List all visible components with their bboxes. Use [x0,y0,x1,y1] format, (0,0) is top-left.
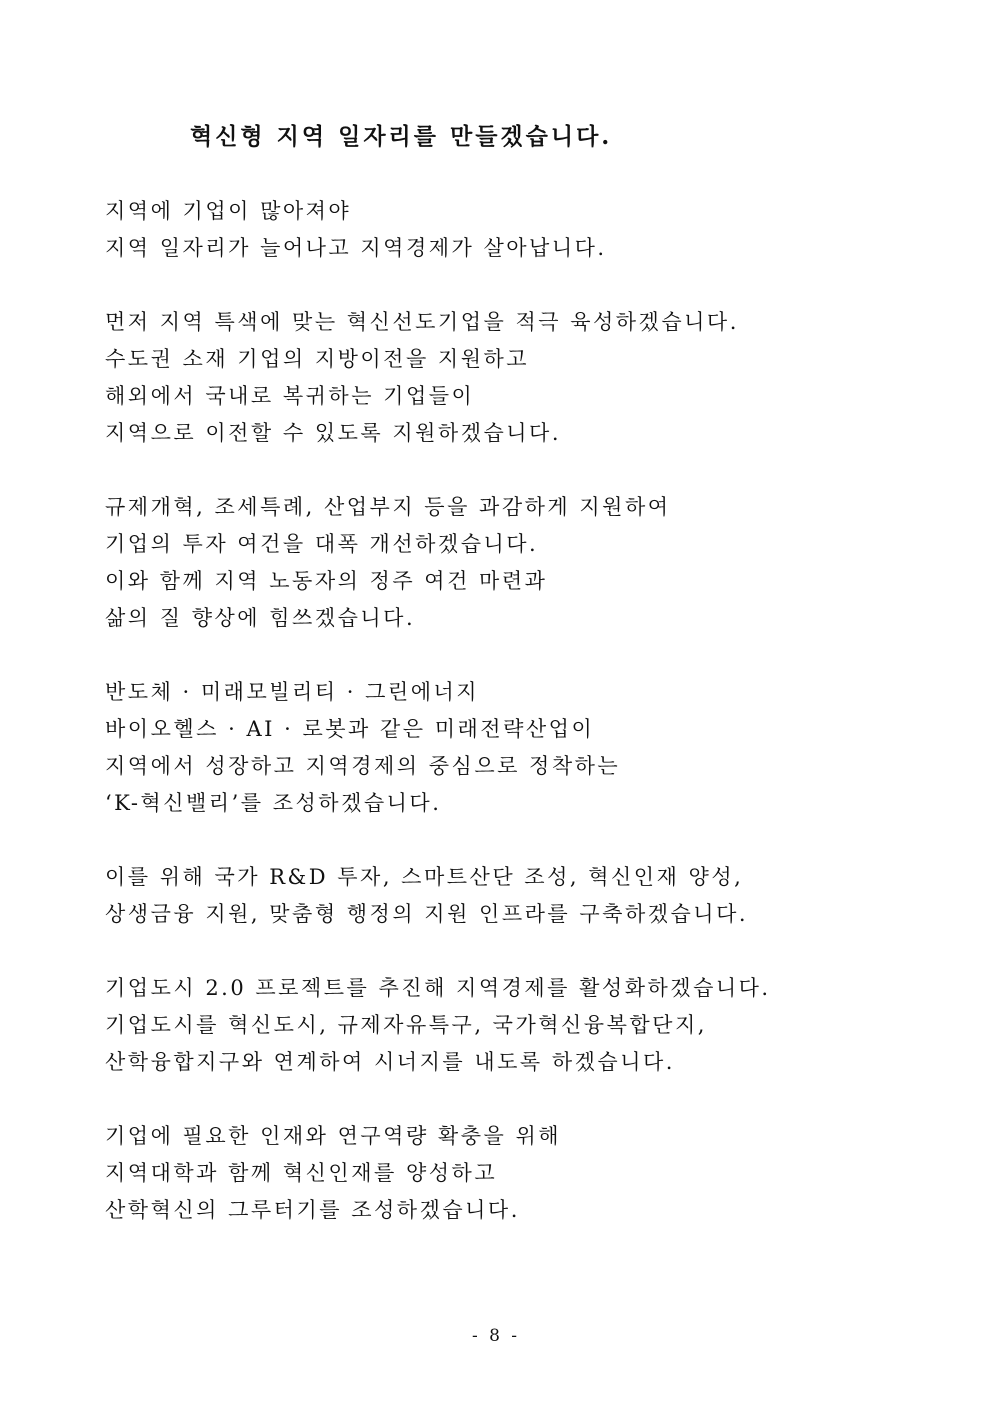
text-line: 지역대학과 함께 혁신인재를 양성하고 [105,1161,498,1185]
paragraph [105,859,905,933]
text-line: 산학융합지구와 연계하여 시너지를 내도록 하겠습니다. [105,1050,675,1074]
page-number: - 8 - [471,1326,521,1346]
text-line: 해외에서 국내로 복귀하는 기업들이 [105,384,475,408]
paragraph [105,193,905,267]
text-line: 산학혁신의 그루터기를 조성하겠습니다. [105,1198,520,1222]
text-line: 이와 함께 지역 노동자의 정주 여건 마련과 [105,569,548,593]
section-title: 혁신형 지역 일자리를 만들겠습니다. [190,123,613,150]
text-line: 기업에 필요한 인재와 연구역량 확충을 위해 [105,1124,562,1148]
text-line: 지역에서 성장하고 지역경제의 중심으로 정착하는 [105,754,621,778]
text-line: 기업도시를 혁신도시, 규제자유특구, 국가혁신융복합단지, [105,1013,707,1037]
text-line: 반도체 · 미래모빌리티 · 그린에너지 [105,680,480,704]
text-line: 기업의 투자 여건을 대폭 개선하겠습니다. [105,532,539,556]
text-line: 삶의 질 향상에 힘쓰겠습니다. [105,606,416,630]
paragraph [105,674,905,822]
paragraph [105,1118,905,1229]
paragraph [105,489,905,637]
text-line: 이를 위해 국가 R&D 투자, 스마트산단 조성, 혁신인재 양성, [105,865,744,889]
text-line: 지역 일자리가 늘어나고 지역경제가 살아납니다. [105,236,607,260]
text-line: 지역에 기업이 많아져야 [105,199,352,223]
paragraph [105,304,905,452]
text-line: 바이오헬스 · AI · 로봇과 같은 미래전략산업이 [105,717,595,741]
text-line: ‘K-혁신밸리’를 조성하겠습니다. [105,791,442,815]
text-line: 수도권 소재 기업의 지방이전을 지원하고 [105,347,530,371]
text-line: 먼저 지역 특색에 맞는 혁신선도기업을 적극 육성하겠습니다. [105,310,739,334]
text-line: 기업도시 2.0 프로젝트를 추진해 지역경제를 활성화하겠습니다. [105,976,771,1000]
text-line: 상생금융 지원, 맞춤형 행정의 지원 인프라를 구축하겠습니다. [105,902,749,926]
paragraph [105,970,905,1081]
body-text [105,193,905,1266]
text-line: 규제개혁, 조세특례, 산업부지 등을 과감하게 지원하여 [105,495,671,519]
text-line: 지역으로 이전할 수 있도록 지원하겠습니다. [105,421,562,445]
